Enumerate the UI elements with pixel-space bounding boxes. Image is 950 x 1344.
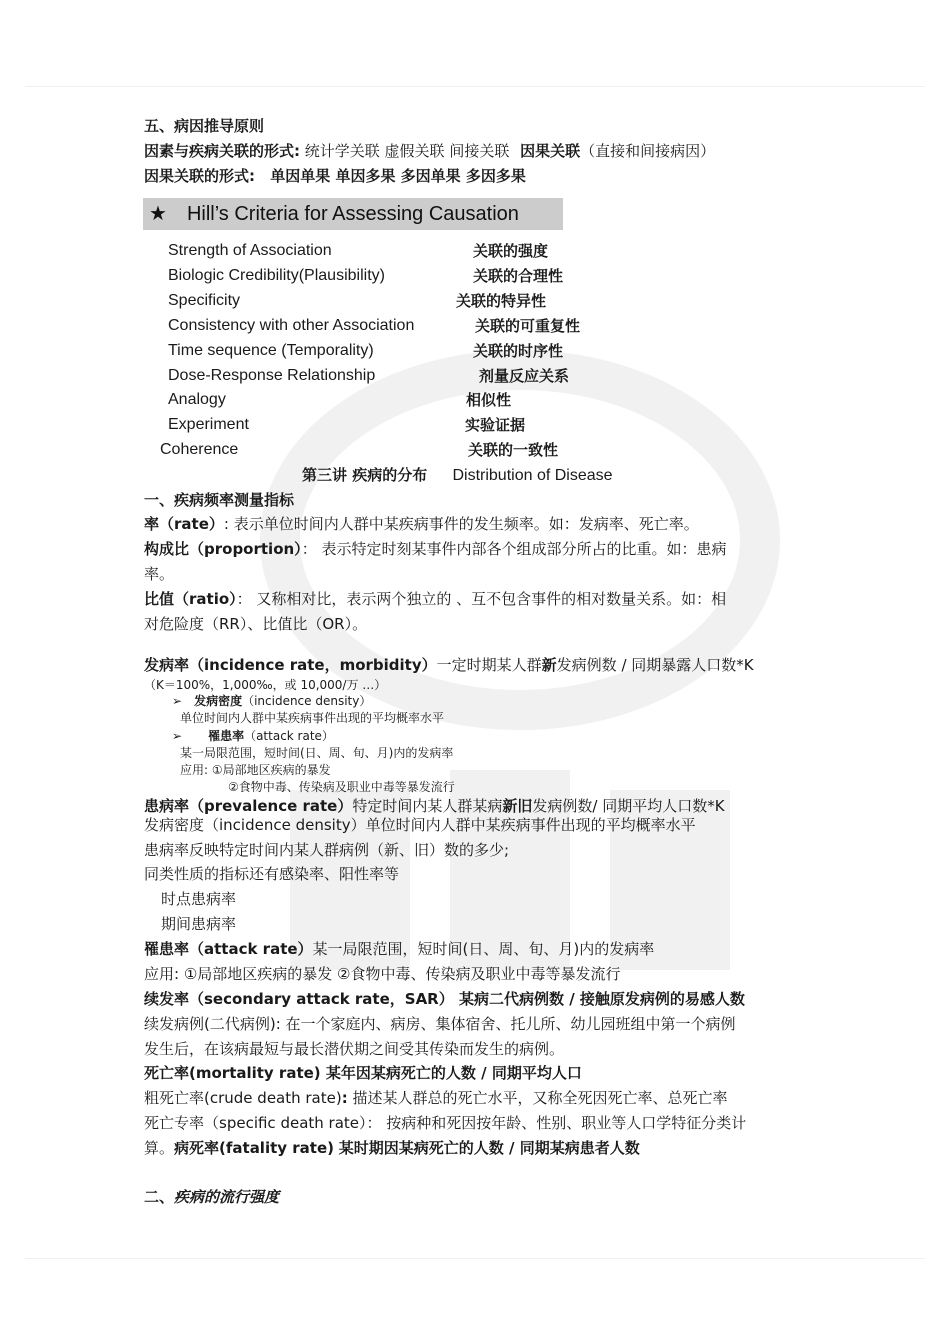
mortality-def: 某年因某病死亡的人数 / 同期平均人口 [325,1064,582,1082]
lecture-title-zh: 第三讲 疾病的分布 [302,466,428,484]
mortality-term: 死亡率(mortality rate) [144,1064,321,1082]
rate-term: 率（rate） [144,515,224,533]
secondary-case-2: 发生后，在该病最短与最长潜伏期之间受其传染而发生的病例。 [144,1040,565,1058]
criterion-en-0: Strength of Association [168,242,332,259]
criterion-zh-5: 剂量反应关系 [479,367,570,385]
hill-title-line [149,201,519,227]
sar-line [144,989,745,1009]
sar-def: 某病二代病例数 / 接触原发病例的易感人数 [458,990,745,1008]
specific-line: 死亡专率（specific death rate）： 按病种和死因按年龄、性别、职业等人口学特征分类计 [144,1114,747,1132]
attack-line [144,939,654,959]
incidence-def-new: 新 [541,656,557,674]
criterion-en-3: Consistency with other Association [168,317,415,334]
prevalence-reflect: 患病率反映特定时间内某人群病例（新、旧）数的多少; [144,841,510,859]
assoc-forms-label: 因素与疾病关联的形式: [144,142,300,160]
density-en: （incidence density） [242,694,372,708]
criterion-zh-6: 相似性 [466,391,512,409]
period-prevalence: 期间患病率 [161,915,237,933]
ratio-term: 比值（ratio） [144,590,237,608]
arrow-icon: ➢ [172,694,183,708]
attack-small-term: 罹患率 [208,729,245,743]
ratio-def: ： 又称相对比，表示两个独立的 、互不包含事件的相对数量关系。如：相 [236,590,727,608]
attack-small-item [172,728,334,744]
part2-heading [144,1187,279,1207]
similar-indicators: 同类性质的指标还有感染率、阳性率等 [144,865,400,883]
fatality-term: 病死率(fatality rate) [174,1139,334,1157]
lecture-title [302,465,613,486]
criterion-en-6: Analogy [168,391,226,408]
sar-term: 续发率（secondary attack rate，SAR） [144,990,454,1008]
prevalence-def-new: 新旧 [502,797,533,815]
assoc-causal-note: （直接和间接病因） [580,142,716,160]
assoc-forms-line [144,141,715,161]
crude-colon: : [341,1089,348,1107]
apply-small-2: ②食物中毒、传染病及职业中毒等暴发流行 [228,780,455,794]
proportion-line [144,539,726,559]
criterion-zh-7: 实验证据 [465,416,526,434]
density-term: 发病密度 [194,694,243,708]
incidence-def-b: 发病例数 / 同期暴露人口数*K [556,656,754,674]
proportion-term: 构成比（proportion） [144,540,302,558]
proportion-def2: 率。 [144,565,175,583]
incidence-def-a: 一定时期某人群 [436,656,542,674]
criterion-en-4: Time sequence (Temporality) [168,342,374,359]
criterion-zh-3: 关联的可重复性 [475,317,581,335]
arrow-icon: ➢ [172,729,183,743]
fatality-def: 某时期因某病死亡的人数 / 同期某病患者人数 [338,1139,640,1157]
prevalence-term: 患病率（prevalence rate） [144,797,353,815]
point-prevalence: 时点患病率 [161,890,237,908]
criterion-zh-0: 关联的强度 [473,242,549,260]
ratio-line [144,589,726,609]
assoc-forms-items: 统计学关联 虚假关联 间接关联 [304,142,510,160]
criterion-zh-2: 关联的特异性 [456,292,547,310]
lecture-title-en: Distribution of Disease [452,467,613,484]
ratio-def2: 对危险度（RR）、比值比（OR）。 [144,615,368,633]
secondary-case-1: 续发病例(二代病例): 在一个家庭内、病房、集体宿舍、托儿所、幼儿园班组中第一个病例 [144,1015,736,1033]
causal-forms-line [144,166,526,186]
density-line: 发病密度（incidence density）单位时间内人群中某疾病事件出现的平均概率水平 [144,816,696,834]
criterion-zh-8: 关联的一致性 [468,441,559,459]
criterion-en-1: Biologic Credibility(Plausibility) [168,267,385,284]
crude-def: 描述某人群总的死亡水平，又称全死因死亡率、总死亡率 [347,1089,728,1107]
attack-small-def: 某一局限范围，短时间(日、周、旬、月)内的发病率 [180,746,454,760]
prevalence-def-a: 特定时间内某人群某病 [352,797,503,815]
incidence-term: 发病率（incidence rate，morbidity） [144,656,437,674]
causal-forms-label: 因果关联的形式: [144,167,255,185]
prevalence-def-b: 发病例数/ 同期平均人口数*K [532,797,725,815]
mortality-line [144,1063,582,1083]
hill-title: Hill’s Criteria for Assessing Causation [186,203,519,225]
prevalence-line [144,796,725,816]
part1-heading: 一、疾病频率测量指标 [144,491,295,509]
attack-term: 罹患率（attack rate） [144,940,313,958]
incidence-k: （K＝100%，1,000‰，或 10,000/万 …） [144,678,387,692]
part2-heading-num: 二、 [144,1188,175,1206]
top-rule [25,86,925,87]
crude-term: 粗死亡率(crude death rate) [144,1089,342,1107]
criterion-en-7: Experiment [168,416,249,433]
specific-line2: 算。 [144,1139,175,1157]
fatality-line [144,1138,640,1158]
section5-heading: 五、病因推导原则 [144,117,265,135]
incidence-line [144,655,754,675]
criterion-zh-1: 关联的合理性 [473,267,564,285]
part2-heading-text: 疾病的流行强度 [174,1188,280,1206]
criterion-en-8: Coherence [160,441,239,458]
attack-def: 某一局限范围，短时间(日、周、旬、月)内的发病率 [312,940,655,958]
apply-small-1: 应用: ①局部地区疾病的暴发 [180,763,331,777]
rate-line [144,514,699,534]
criterion-en-5: Dose-Response Relationship [168,367,376,384]
density-item [172,693,371,709]
attack-small-en: （attack rate） [244,729,334,743]
criterion-en-2: Specificity [168,292,241,309]
criterion-zh-4: 关联的时序性 [473,342,564,360]
proportion-def: ： 表示特定时刻某事件内部各个组成部分所占的比重。如：患病 [301,540,727,558]
density-def: 单位时间内人群中某疾病事件出现的平均概率水平 [180,711,445,725]
star-icon: ★ [149,203,167,225]
assoc-causal-label: 因果关联 [520,142,581,160]
bottom-rule [25,1258,925,1259]
crude-line [144,1088,728,1108]
apply-line: 应用: ①局部地区疾病的暴发 ②食物中毒、传染病及职业中毒等暴发流行 [144,965,621,983]
causal-forms-items: 单因单果 单因多果 多因单果 多因多果 [270,167,526,185]
rate-def: : 表示单位时间内人群中某疾病事件的发生频率。如：发病率、死亡率。 [223,515,699,533]
